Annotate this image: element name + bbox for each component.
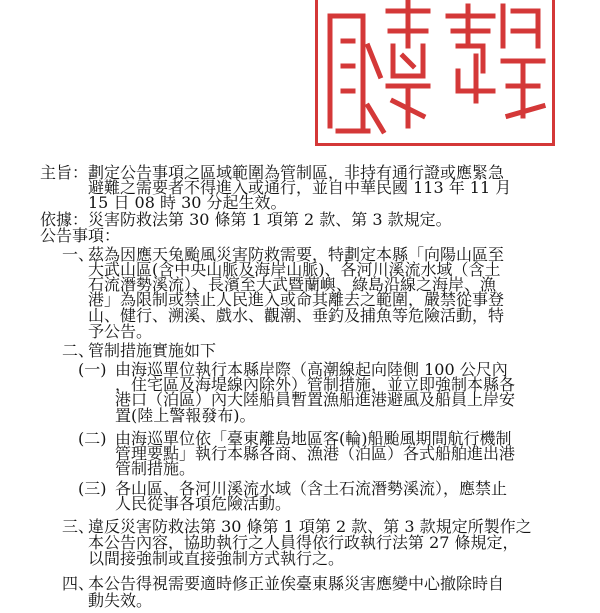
sub-item-number: (一): [78, 360, 107, 379]
item-line: 大武山區(含中央山脈及海岸山脈)、各河川溪流水域（含土: [88, 260, 501, 279]
item-line: 港」為限制或禁止人民進入或命其離去之範圍，嚴禁從事登: [88, 290, 505, 309]
item-line: 予公告。: [88, 322, 153, 341]
basis-text: 災害防救法第 30 條第 1 項第 2 款、第 3 款規定。: [88, 210, 452, 229]
item-line: 以間接強制或直接強制方式執行之。: [88, 549, 345, 568]
notice-label: 公告事項：: [40, 226, 121, 245]
sub-item-line: ，住宅區及海堤線內除外）管制措施，並立即強制本縣各: [115, 375, 516, 394]
sub-item-line: 置(陸上警報發布)。: [115, 406, 256, 425]
item-line: 動失效。: [88, 591, 153, 610]
sub-item-line: 由海巡單位依「臺東離島地區客(輪)船颱風期間航行機制: [115, 429, 512, 448]
sub-item-line: 由海巡單位執行本縣岸際（高潮線起向陸側 100 公尺內: [115, 360, 508, 379]
item-number: 四、: [62, 574, 95, 593]
item-number: 二、: [62, 341, 95, 360]
item-line: 茲為因應天兔颱風災害防救需要，特劃定本縣「向陽山區至: [88, 245, 505, 264]
item-heading: 管制措施實施如下: [88, 341, 217, 360]
sub-item-number: (三): [78, 479, 107, 498]
sub-item-line: 管制措施。: [115, 459, 196, 478]
item-line: 山、健行、溯溪、戲水、觀潮、垂釣及捕魚等危險活動，特: [88, 306, 505, 325]
item-number: 三、: [62, 517, 95, 536]
subject-label: 主旨：: [40, 163, 89, 182]
sub-item-line: 管理要點」執行本縣各商、漁港（泊區）各式船舶進出港: [115, 444, 516, 463]
sub-item-line: 各山區、各河川溪流水域（含土石流潛勢溪流），應禁止: [115, 479, 508, 498]
basis-label: 依據：: [40, 210, 89, 229]
sub-item-number: (二): [78, 429, 107, 448]
sub-item-line: 人民從事各項危險活動。: [115, 494, 292, 513]
subject-line: 15 日 08 時 30 分起生效。: [88, 193, 287, 212]
subject-line: 避難之需要者不得進入或通行，並自中華民國 113 年 11 月: [88, 178, 512, 197]
item-line: 本公告得視需要適時修正並俟臺東縣災害應變中心撤除時自: [88, 574, 505, 593]
item-line: 石流潛勢溪流）、長濱至大武暨蘭嶼、綠島沿線之海岸、漁: [88, 275, 497, 294]
subject-line: 劃定公告事項之區域範圍為管制區，非持有通行證或應緊急: [88, 163, 505, 182]
sub-item-line: 港口（泊區）內大陸船員暫置漁船進港避風及船員上岸安: [115, 390, 516, 409]
item-number: 一、: [62, 245, 95, 264]
item-line: 本公告內容，協助執行之人員得依行政執行法第 27 條規定，: [88, 533, 519, 552]
item-line: 違反災害防救法第 30 條第 1 項第 2 款、第 3 款規定所製作之: [88, 517, 532, 536]
